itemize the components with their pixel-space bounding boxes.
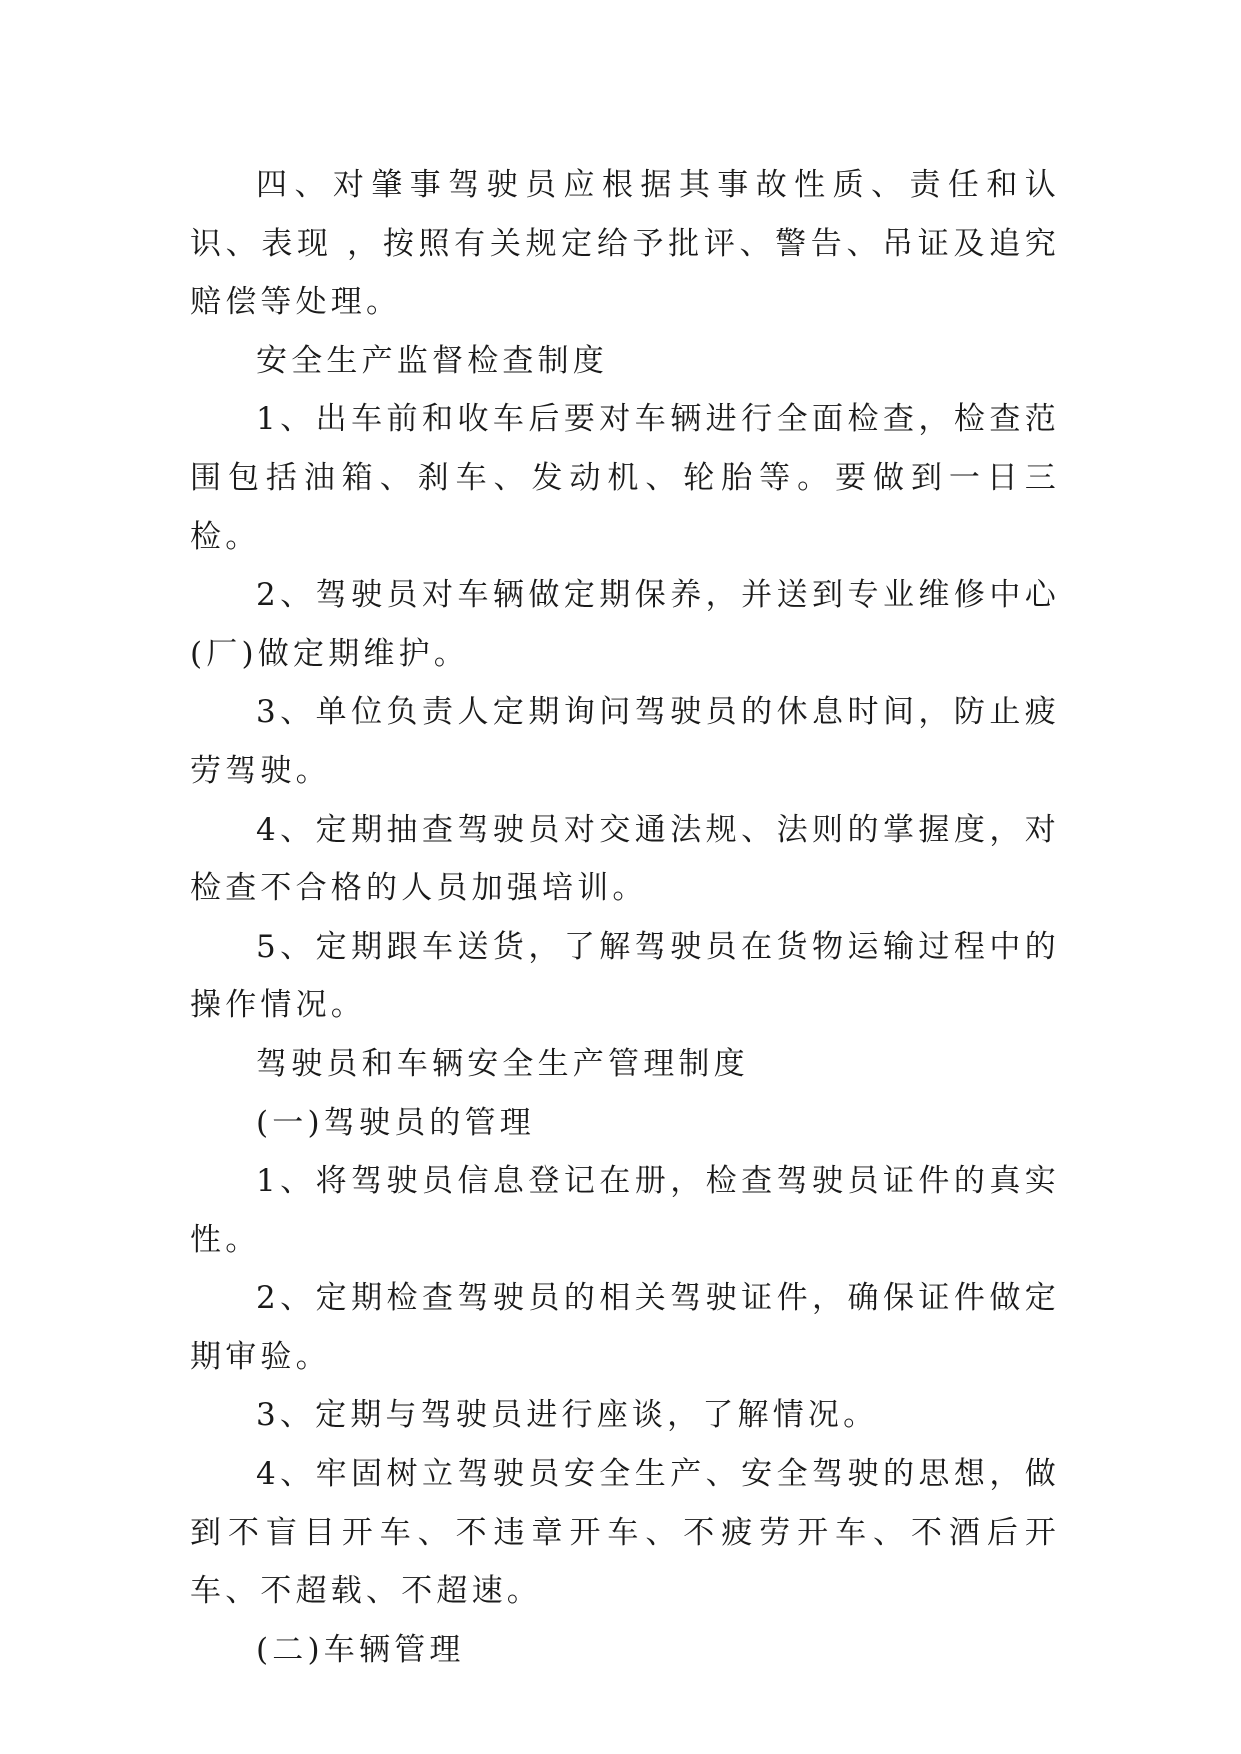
paragraph-safety-mindset: 4、牢固树立驾驶员安全生产、安全驾驶的思想，做到不盲目开车、不违章开车、不疲劳开车、不酒后开车、不超载、不超速。 xyxy=(190,1456,1060,1610)
paragraph-accident-driver-handling: 四、对肇事驾驶员应根据其事故性质、责任和认识、表现 ，按照有关规定给予批评、警告、吊证及追究赔偿等处理。 xyxy=(190,167,1060,321)
paragraph-rest-time: 3、单位负责人定期询问驾驶员的休息时间，防止疲劳驾驶。 xyxy=(190,694,1060,789)
paragraph-ride-along: 5、定期跟车送货，了解驾驶员在货物运输过程中的操作情况。 xyxy=(190,928,1060,1024)
paragraph-driver-registration: 1、将驾驶员信息登记在册，检查驾驶员证件的真实性。 xyxy=(190,1163,1060,1258)
paragraph-driver-meeting: 3、定期与驾驶员进行座谈，了解情况。 xyxy=(256,1397,879,1434)
section-heading-driver-vehicle-management: 驾驶员和车辆安全生产管理制度 xyxy=(256,1045,749,1082)
paragraph-law-check: 4、定期抽查驾驶员对交通法规、法则的掌握度，对检查不合格的人员加强培训。 xyxy=(190,811,1060,907)
document-body xyxy=(190,156,1060,1679)
paragraph-maintenance: 2、驾驶员对车辆做定期保养，并送到专业维修中心(厂)做定期维护。 xyxy=(190,577,1060,672)
subsection-heading-driver-management: (一)驾驶员的管理 xyxy=(256,1104,535,1141)
subsection-heading-vehicle-management: (二)车辆管理 xyxy=(256,1631,465,1668)
paragraph-license-review: 2、定期检查驾驶员的相关驾驶证件，确保证件做定期审验。 xyxy=(190,1280,1060,1375)
section-heading-safety-inspection: 安全生产监督检查制度 xyxy=(256,342,608,379)
paragraph-vehicle-check: 1、出车前和收车后要对车辆进行全面检查，检查范围包括油箱、刹车、发动机、轮胎等。要做到一日三检。 xyxy=(190,401,1060,555)
